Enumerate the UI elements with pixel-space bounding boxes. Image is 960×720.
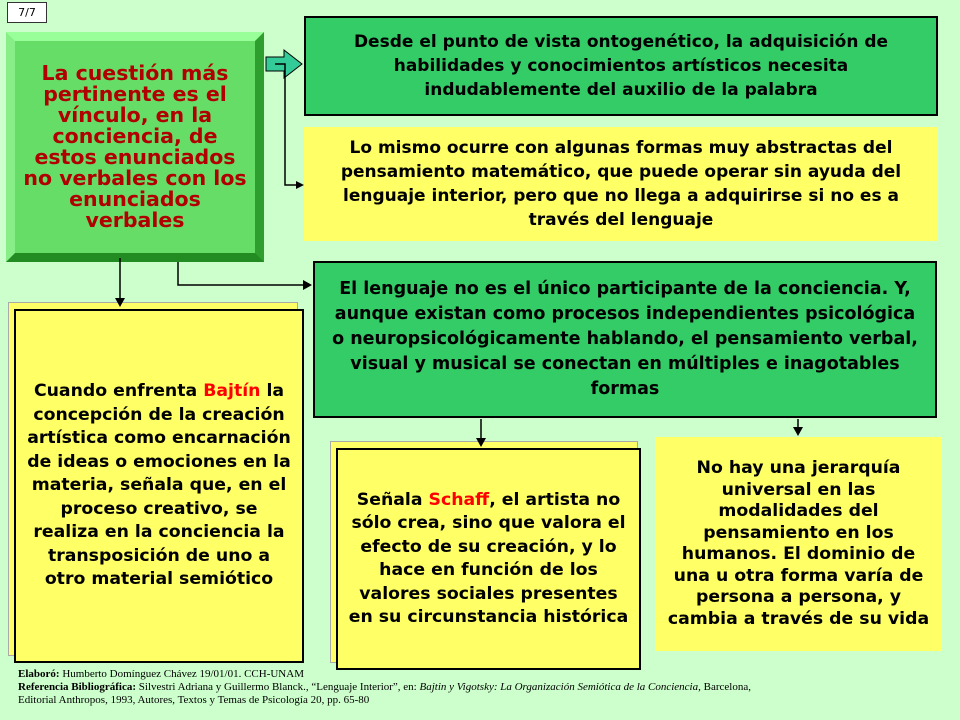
footer-reference: Referencia Bibliográfica: Silvestri Adriana y Guillermo Blanck., “Lenguaje Interior”, en: Bajtin y Vigotsky: La Organización Semiótica de la Conciencia, Barcelona, — [18, 681, 751, 693]
schaff-text: Señala Schaff, el artista no sólo crea, sino que valora el efecto de su creación, y lo hace en función de los valores sociales presentes en su circunstancia histórica — [348, 489, 629, 627]
hierarchy-text: No hay una jerarquía universal en las modalidades del pensamiento en los humanos. El dominio de una u otra forma varía de persona a persona, y cambia a través de su vida — [667, 458, 930, 629]
schaff-name: Schaff — [428, 489, 490, 510]
connector-to-language — [178, 262, 305, 285]
math-text: Lo mismo ocurre con algunas formas muy abstractas del pensamiento matemático, que puede operar sin ayuda del lenguaje interior, pero que no llega a adquirirse si no es a través del lenguaje — [340, 138, 902, 230]
footer-reference-line2: Editorial Anthropos, 1993, Autores, Textos y Temas de Psicología 20, pp. 65-80 — [18, 694, 370, 706]
arrowhead-schaff — [476, 438, 486, 447]
footer-elaboro: Elaboró: Humberto Domínguez Chávez 19/01/01. CCH-UNAM — [18, 668, 304, 680]
bajtin-text: Cuando enfrenta Bajtín la concepción de la creación artística como encarnación de ideas o emociones en la materia, señala que, en el proceso creativo, se realiza en la conciencia la transposición de uno a otro material semiótico — [27, 381, 291, 590]
ontogenetic-text: Desde el punto de vista ontogenético, la adquisición de habilidades y conocimientos artísticos necesita indudablemente del auxilio de la palabra — [353, 32, 889, 100]
arrowhead-bajtin — [115, 298, 125, 307]
footer — [18, 668, 948, 707]
bajtin-name: Bajtín — [203, 381, 261, 402]
connector-to-math — [275, 64, 298, 185]
main-question-text: La cuestión más pertinente es el vínculo, en la conciencia, de estos enunciados no verbales con los enunciados verbales — [23, 61, 247, 232]
arrowhead-math — [296, 181, 304, 189]
page-number: 7/7 — [7, 2, 47, 23]
arrowhead-language — [303, 280, 312, 290]
arrowhead-hierarchy — [793, 427, 803, 436]
language-text: El lenguaje no es el único participante de la conciencia. Y, aunque existan como procesos independientes psicológica o neuropsicológicamente hablando, el pensamiento verbal, visual y musical se conectan en múltiples e inagotables formas — [332, 279, 918, 399]
